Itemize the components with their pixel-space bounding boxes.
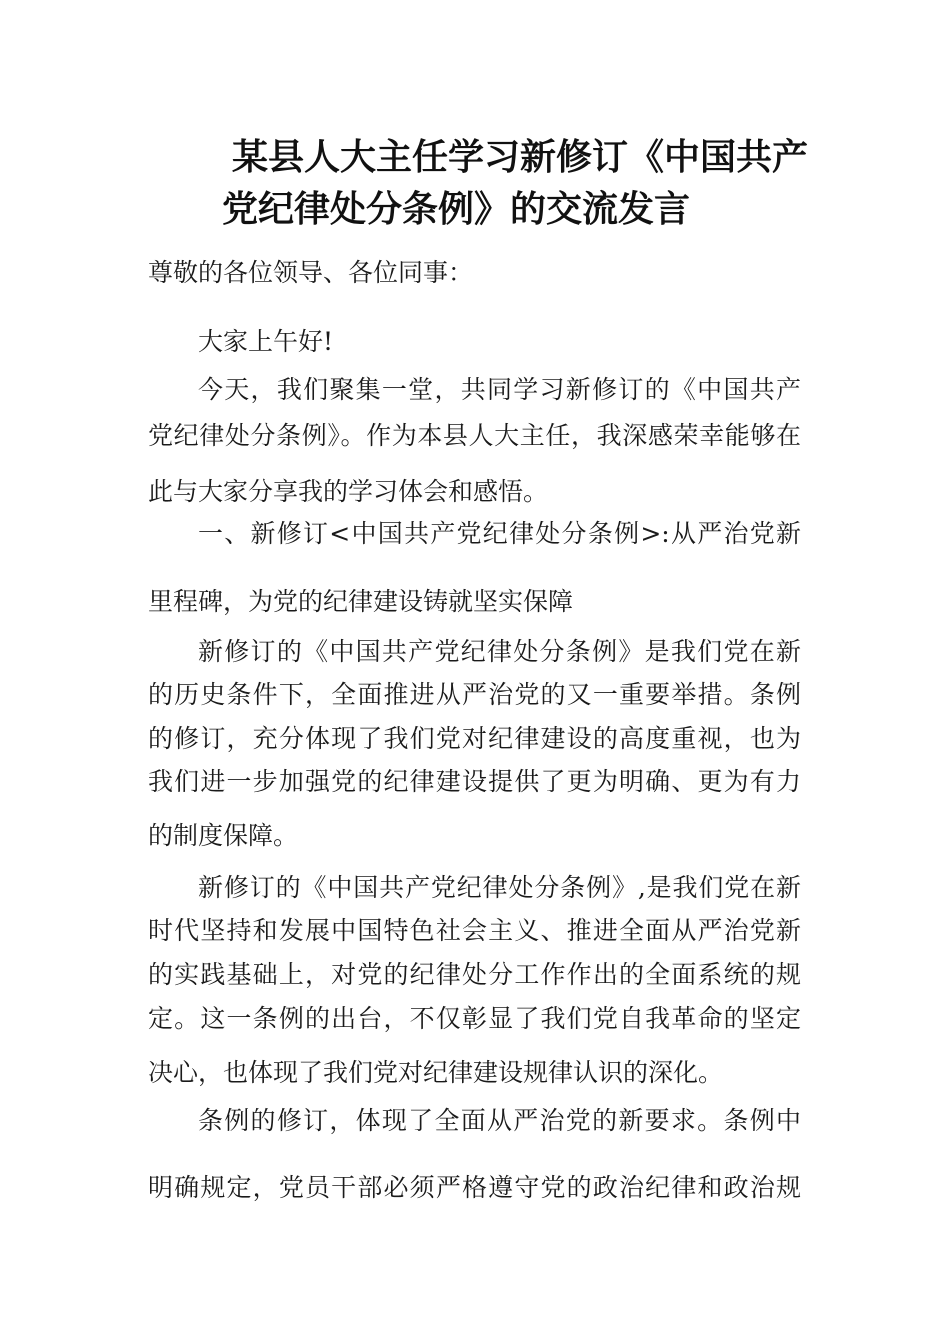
paragraph-2-line-4: 我们进一步加强党的纪律建设提供了更为明确、更为有力 [148,767,801,796]
paragraph-2-line-1: 新修订的《中国共产党纪律处分条例》是我们党在新 [198,637,801,666]
salutation: 尊敬的各位领导、各位同事： [148,258,474,287]
paragraph-4-line-1: 条例的修订，体现了全面从严治党的新要求。条例中 [198,1106,801,1135]
paragraph-1-line-3: 此与大家分享我的学习体会和感悟。 [148,477,549,506]
section-heading-1-line-1: 一、新修订<中国共产党纪律处分条例>:从严治党新 [198,519,801,548]
paragraph-3-line-1: 新修订的《中国共产党纪律处分条例》,是我们党在新 [198,873,801,902]
paragraph-2-line-3: 的修订，充分体现了我们党对纪律建设的高度重视，也为 [148,724,801,753]
paragraph-4-line-2: 明确规定，党员干部必须严格遵守党的政治纪律和政治规 [148,1173,801,1202]
document-title-line-1: 某县人大主任学习新修订《中国共产 [232,137,809,178]
paragraph-2-line-5: 的制度保障。 [148,821,299,850]
greeting: 大家上午好! [198,327,334,356]
section-heading-1-line-2: 里程碑，为党的纪律建设铸就坚实保障 [148,587,574,616]
paragraph-2-line-2: 的历史条件下，全面推进从严治党的又一重要举措。条例 [148,680,801,709]
paragraph-3-line-4: 定。这一条例的出台，不仅彰显了我们党自我革命的坚定 [148,1004,801,1033]
paragraph-3-line-2: 时代坚持和发展中国特色社会主义、推进全面从严治党新 [148,916,801,945]
paragraph-3-line-3: 的实践基础上，对党的纪律处分工作作出的全面系统的规 [148,960,801,989]
paragraph-1-line-2: 党纪律处分条例》。作为本县人大主任，我深感荣幸能够在 [148,421,801,450]
paragraph-1-line-1: 今天，我们聚集一堂，共同学习新修订的《中国共产 [198,375,801,404]
paragraph-3-line-5: 决心，也体现了我们党对纪律建设规律认识的深化。 [148,1058,724,1087]
document-title-line-2: 党纪律处分条例》的交流发言 [222,189,691,230]
